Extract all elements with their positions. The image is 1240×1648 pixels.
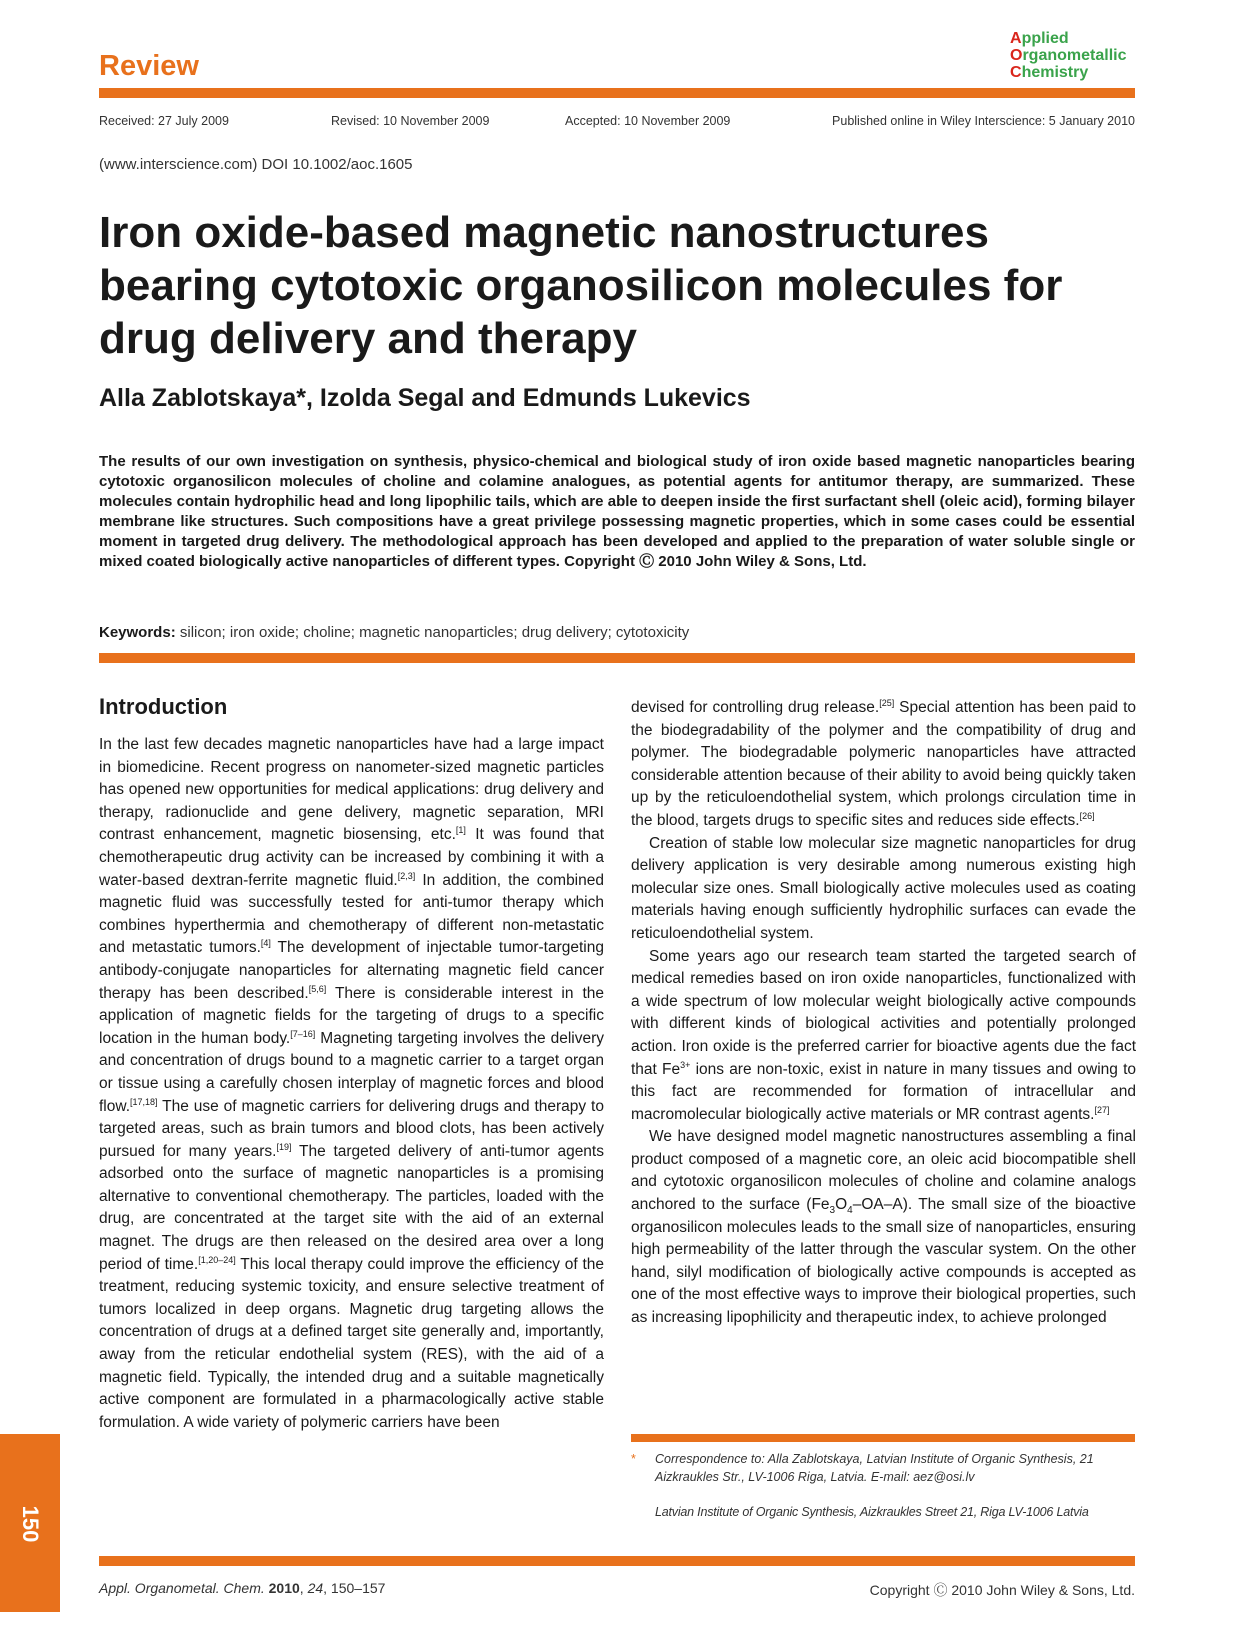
abstract: The results of our own investigation on synthesis, physico-chemical and biological study of iron oxide based magnetic nanoparticles bearing cytotoxic organosilicon molecules of choline and colamine analogues, as potential agents for antitumor therapy, are summarized. These molecules contain hydrophilic head and long lipophilic tails, which are able to deepen inside the first surfactant shell (oleic acid), forming bilayer membrane like structures. Such compositions have a great privilege possessing magnetic properties, which in some cases could be essential moment in targeted drug delivery. The methodological approach has been developed and applied to the preparation of water soluble single or mixed coated biologically active nanoparticles of different types. Copyright Ⓒ 2010 John Wiley & Sons, Ltd. bbox=[99, 453, 1135, 570]
text-run: In the last few decades magnetic nanoparticles have had a large impact in biomedicine. Recent progress on nanometer-sized magnetic particles has opened new opportunities for medical applications: drug delivery and therapy, radionuclide and gene delivery, magnetic separation, MRI contrast enhancement, magnetic biosensing, etc. bbox=[99, 736, 604, 844]
citation: [26] bbox=[1079, 810, 1095, 821]
keywords-label: Keywords: bbox=[99, 624, 176, 641]
right-column bbox=[631, 697, 1136, 1330]
footer-volume: 24 bbox=[307, 1580, 324, 1596]
paragraph: Creation of stable low molecular size magnetic nanoparticles for drug delivery application is very desirable among numerous existing high molecular size ones. Small biologically active molecules used as coating materials having enough sufficiently hydrophilic surfaces can evade the reticuloendothelial system. bbox=[631, 834, 1136, 942]
citation: [1,20–24] bbox=[198, 1254, 236, 1265]
citation: [2,3] bbox=[397, 870, 416, 881]
footer-copyright: Copyright Ⓒ 2010 John Wiley & Sons, Ltd. bbox=[869, 1582, 1135, 1598]
footnote-marker: * bbox=[631, 1452, 636, 1466]
text-run: The development of injectable tumor-targeting antibody-conjugate nanoparticles for alternating magnetic field cancer therapy has been described. bbox=[99, 939, 604, 1002]
article-title: Iron oxide-based magnetic nanostructures bearing cytotoxic organosilicon molecules for drug delivery and therapy bbox=[99, 208, 1063, 363]
text-run: devised for controlling drug release. bbox=[631, 699, 880, 716]
text-run: There is considerable interest in the application of magnetic fields for the targeting of drugs to a specific location in the human body. bbox=[99, 984, 605, 1047]
paragraph bbox=[631, 697, 1136, 833]
page-number: 150 bbox=[18, 1505, 43, 1543]
text-run: –OA–A). The small size of the bioactive organosilicon molecules leads to the small size of nanoparticles, ensuring high permeability of the latter through the vascular system. On the other hand, silyl modification of biologically active compounds is accepted as one of the most effective ways to improve their biological properties, such as increasing lipophilicity and therapeutic index, to achieve prolonged bbox=[631, 1196, 1136, 1327]
footer-year: 2010 bbox=[268, 1580, 300, 1596]
journal-logo-line-3: Chemistry bbox=[1010, 64, 1089, 81]
text-run: It was found that chemotherapeutic drug activity can be increased by combining it with a water-based dextran-ferrite magnetic fluid. bbox=[99, 826, 605, 889]
text-run: Special attention has been paid to the biodegradability of the polymer and the compatibility of drug and polymer. The biodegradable polymeric nanoparticles have attracted considerable attention because of their ability to avoid being quickly taken up by the reticuloendothelial system, which prolongs circulation time in the blood, targets drugs to specific sites and reduces side effects. bbox=[631, 699, 1136, 829]
journal-logo bbox=[1010, 30, 1126, 81]
accepted-date: Accepted: 10 November 2009 bbox=[565, 114, 731, 128]
paragraph bbox=[631, 946, 1136, 1127]
section-label: Review bbox=[99, 50, 199, 82]
text-run: Some years ago our research team started the targeted search of medical remedies based on iron oxide nanoparticles, functionalized with a wide spectrum of low molecular weight biologically active compounds with different kinds of biological activities and potentially prolonged action. Iron oxide is the preferred carrier for bioactive agents due the fact that Fe bbox=[631, 947, 1136, 1078]
citation: [17,18] bbox=[130, 1096, 158, 1107]
keywords-text: silicon; iron oxide; choline; magnetic nanoparticles; drug delivery; cytotoxicity bbox=[179, 624, 690, 641]
doi: (www.interscience.com) DOI 10.1002/aoc.1605 bbox=[99, 156, 413, 173]
citation: [1] bbox=[455, 825, 466, 836]
text-run: In addition, the combined magnetic fluid was successfully tested for anti-tumor therapy which combines hyperthermia and chemotherapy of different non-metastatic and metastatic tumors. bbox=[99, 871, 604, 957]
intro-paragraph bbox=[99, 734, 604, 1434]
subscript: 4 bbox=[847, 1205, 853, 1217]
correspondence-footnote bbox=[631, 1450, 1135, 1486]
footer-pages: , 150–157 bbox=[323, 1580, 386, 1596]
text-run: We have designed model magnetic nanostructures assembling a final product composed of a magnetic core, an oleic acid biocompatible shell and cytotoxic organosilicon molecules of choline and colamine analogs anchored to the surface (Fe bbox=[631, 1128, 1136, 1214]
keywords bbox=[99, 624, 689, 641]
journal-logo-line-1: Applied bbox=[1010, 30, 1069, 47]
published-date: Published online in Wiley Interscience: 5 January 2010 bbox=[832, 114, 1135, 128]
header-rule bbox=[99, 88, 1135, 98]
text-run: The use of magnetic carriers for delivering drugs and therapy to targeted areas, such as brain tumors and blood clots, has been actively pursued for many years. bbox=[99, 1097, 604, 1160]
citation: [19] bbox=[276, 1141, 292, 1152]
text-run: Magneting targeting involves the delivery and concentration of drugs bound to a magnetic carrier to a target organ or tissue using a carefully chosen interplay of magnetic forces and blood flow. bbox=[99, 1029, 604, 1115]
footnote-rule bbox=[631, 1434, 1135, 1442]
text-run: O bbox=[835, 1196, 848, 1214]
text-run: This local therapy could improve the efficiency of the treatment, reducing systemic toxicity, and ensure selective treatment of tumors localized in deep organs. Magnetic drug targeting allows the concentration of drugs at a defined target site generally and, importantly, away from the reticular endothelial system (RES), with the aid of a magnetic field. Typically, the intended drug and a suitable magnetically active component are formulated in a pharmacologically active stable formulation. A wide variety of polymeric carriers have been bbox=[99, 1255, 605, 1431]
page-number-tab bbox=[0, 1434, 60, 1612]
text-run: ions are non-toxic, exist in nature in many tissues and owing to this fact are recommended for formation of intracellular and macromolecular biologically active materials or MR contrast agents. bbox=[631, 1060, 1136, 1123]
superscript: 3+ bbox=[680, 1059, 691, 1070]
footer-rule bbox=[99, 1556, 1135, 1566]
citation: [4] bbox=[260, 938, 271, 949]
revised-date: Revised: 10 November 2009 bbox=[331, 114, 490, 128]
left-column bbox=[99, 734, 604, 1434]
paragraph bbox=[631, 1126, 1136, 1329]
citation: [7–16] bbox=[290, 1028, 316, 1039]
citation: [27] bbox=[1094, 1104, 1110, 1115]
citation: [5,6] bbox=[308, 983, 327, 994]
subscript: 3 bbox=[829, 1205, 836, 1217]
citation: [25] bbox=[879, 697, 895, 708]
text-run: The targeted delivery of anti-tumor agents adsorbed onto the surface of magnetic nanoparticles is a promising alternative to conventional chemotherapy. The particles, loaded with the drug, are concentrated at the target site with the aid of an external magnet. The drugs are then released on the desired area over a long period of time. bbox=[99, 1142, 604, 1273]
received-date: Received: 27 July 2009 bbox=[99, 114, 229, 128]
correspondence-text: Correspondence to: Alla Zablotskaya, Latvian Institute of Organic Synthesis, 21 Aizkraukles Str., LV-1006 Riga, Latvia. E-mail: aez@osi.lv bbox=[655, 1452, 1094, 1484]
journal-logo-line-2: Organometallic bbox=[1010, 47, 1127, 64]
abstract-rule bbox=[99, 653, 1135, 663]
introduction-heading: Introduction bbox=[99, 694, 228, 719]
footer-journal: Appl. Organometal. Chem. bbox=[99, 1580, 265, 1596]
authors: Alla Zablotskaya*, Izolda Segal and Edmunds Lukevics bbox=[99, 384, 751, 412]
affiliation-footnote: Latvian Institute of Organic Synthesis, Aizkraukles Street 21, Riga LV-1006 Latvia bbox=[655, 1505, 1089, 1519]
footer-citation: Appl. Organometal. Chem. 2010, 24, 150–157 bbox=[99, 1580, 386, 1596]
